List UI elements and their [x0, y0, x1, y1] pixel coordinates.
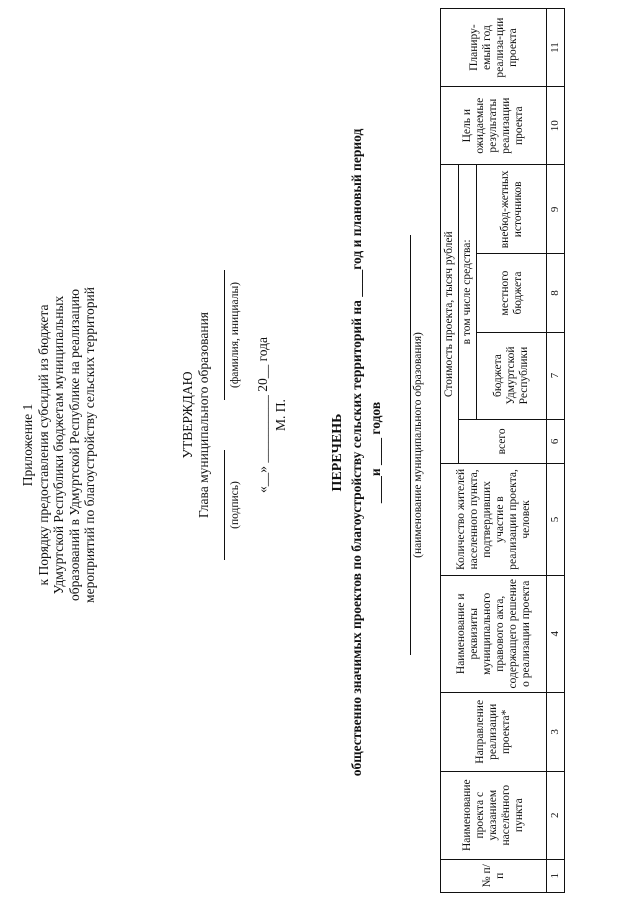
header-goal: Цель и ожидаемые результаты реализации проекта [441, 87, 547, 165]
name-caption: (фамилия, инициалы) [224, 270, 243, 400]
column-number: 9 [547, 165, 565, 254]
column-number: 7 [547, 332, 565, 419]
projects-table [440, 8, 565, 893]
title-years: ____и ____ годов [368, 401, 383, 504]
column-number: 8 [547, 254, 565, 332]
approval-label: УТВЕРЖДАЮ [180, 371, 195, 459]
column-number: 1 [547, 859, 565, 892]
appendix-line: Удмуртской Республики бюджетам муниципальных [51, 295, 66, 595]
column-number: 4 [547, 575, 565, 692]
stamp-label: М. П. [273, 399, 288, 431]
column-number: 5 [547, 464, 565, 576]
header-year: Планиру-емый год реализа-ции проекта [441, 9, 547, 87]
title-block [330, 20, 384, 885]
header-residents: Количество жителей населенного пункта, подтвердивших участие в реализации проекта, человек [441, 464, 547, 576]
document-title: ПЕРЕЧЕНЬ [330, 413, 345, 492]
header-project-name: Наименование проекта с указанием населённого пункта [441, 771, 547, 859]
header-cost-group: Стоимость проекта, тысяч рублей [441, 165, 459, 464]
header-cost-total: всего [459, 419, 547, 464]
column-number-row [547, 9, 565, 893]
column-number: 2 [547, 771, 565, 859]
header-local-budget: местного бюджета [477, 254, 547, 332]
appendix-block [20, 275, 98, 615]
approval-position: Глава муниципального образования [196, 312, 211, 519]
signature-lines [224, 270, 243, 560]
appendix-line: мероприятий по благоустройству сельских территорий [82, 287, 97, 603]
title-subline: общественно значимых проектов по благоустройству сельских территорий на ____год и плановый период [349, 128, 364, 777]
column-number: 11 [547, 9, 565, 87]
appendix-line: к Порядку предоставления субсидий из бюджета [35, 304, 51, 586]
header-legal-act: Наименование и реквизиты муниципального правового акта, содержащего решение о реализации проекта [441, 575, 547, 692]
header-republic-budget: бюджета Удмуртской Республики [477, 332, 547, 419]
header-extrabudget: внебюд-жетных источников [477, 165, 547, 254]
appendix-line: Приложение 1 [20, 403, 35, 487]
column-number: 6 [547, 419, 565, 464]
appendix-line: образований в Удмуртской Республике на реализацию [66, 289, 82, 601]
header-including-group: в том числе средства: [459, 165, 477, 419]
header-direction: Направление реализации проекта* [441, 692, 547, 771]
municipality-caption: (наименование муниципального образования) [410, 235, 424, 655]
approval-date: «__» __________ 20__ года [255, 336, 270, 494]
approval-block [180, 270, 289, 560]
header-num: № п/п [441, 859, 547, 892]
signature-caption: (подпись) [224, 450, 243, 560]
column-number: 10 [547, 87, 565, 165]
column-number: 3 [547, 692, 565, 771]
